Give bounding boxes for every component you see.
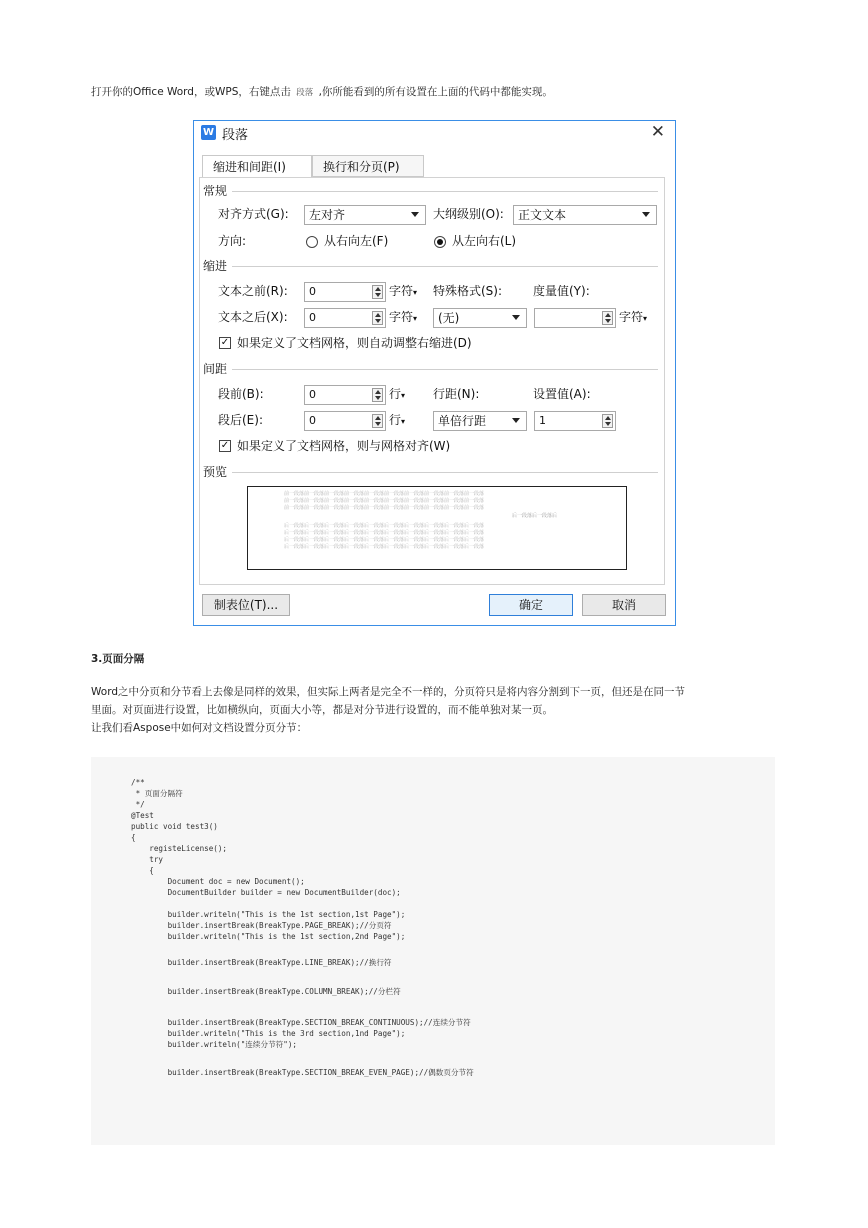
caret-down-icon: ▾ — [401, 417, 406, 426]
spinner-icon[interactable] — [372, 414, 383, 428]
code-line: public void test3() — [131, 822, 218, 831]
intro-text-before: 打开你的Office Word，或WPS，右键点击 — [91, 86, 291, 98]
measure-unit[interactable] — [619, 308, 647, 328]
close-icon[interactable]: ✕ — [650, 122, 665, 142]
direction-label: 方向: — [218, 234, 247, 248]
tabs-button[interactable]: 制表位(T)... — [202, 594, 290, 616]
section-indent-heading: 缩进 — [203, 259, 228, 273]
body-paragraph-line: Word之中分页和分节看上去像是同样的效果，但实际上两者是完全不一样的，分页符只是将内容分割到下一页，但还是在同一节 — [91, 686, 685, 698]
preview-next-line: 后一段落后一段落后一段落后一段落后一段落后一段落后一段落后一段落后一段落后一段落 — [284, 544, 485, 550]
inline-paragraph-label: 段落 — [296, 88, 314, 98]
chevron-down-icon — [512, 315, 520, 320]
spinner-icon[interactable] — [602, 414, 613, 428]
preview-prev-line: 前一段落前一段落前一段落前一段落前一段落前一段落前一段落前一段落前一段落前一段落 — [284, 491, 485, 497]
body-paragraph: 让我们看Aspose中如何对文档设置分页分节： — [91, 722, 308, 734]
section-divider — [232, 266, 658, 267]
indent-before-unit-text: 字符 — [389, 284, 414, 298]
code-line: * 页面分隔符 — [131, 789, 183, 798]
code-line: builder.writeln("This is the 3rd section,1nd Page"); — [131, 1029, 406, 1038]
space-before-label: 段前(B): — [218, 387, 264, 401]
ok-button[interactable]: 确定 — [489, 594, 573, 616]
code-line: builder.insertBreak(BreakType.COLUMN_BREAK);//分栏符 — [131, 987, 401, 996]
align-select[interactable] — [304, 205, 426, 225]
indent-after-label: 文本之后(X): — [218, 310, 288, 324]
caret-down-icon: ▾ — [643, 314, 648, 323]
set-value-input[interactable] — [534, 411, 616, 431]
tab-line-page-breaks[interactable]: 换行和分页(P) — [312, 155, 424, 177]
set-value-label: 设置值(A): — [533, 387, 591, 401]
section-preview-heading: 预览 — [203, 465, 228, 479]
intro-text-after: ,你所能看到的所有设置在上面的代码中都能实现。 — [318, 86, 553, 98]
set-value-value: 1 — [539, 414, 546, 427]
preview-current-line: 后一段落后一段落后 — [512, 513, 558, 519]
caret-down-icon: ▾ — [401, 391, 406, 400]
space-before-unit-text: 行 — [389, 387, 402, 401]
space-after-unit-text: 行 — [389, 413, 402, 427]
ltr-radio[interactable] — [434, 236, 446, 248]
indent-grid-label: 如果定义了文档网格，则自动调整右缩进(D) — [237, 336, 472, 350]
snap-grid-label: 如果定义了文档网格，则与网格对齐(W) — [237, 439, 451, 453]
cancel-button[interactable]: 取消 — [582, 594, 666, 616]
section-spacing-heading: 间距 — [203, 362, 228, 376]
paragraph-preview — [247, 486, 627, 570]
space-after-value: 0 — [309, 414, 316, 427]
code-line: builder.insertBreak(BreakType.LINE_BREAK);//换行符 — [131, 958, 392, 967]
outline-label: 大纲级别(O): — [433, 207, 504, 221]
line-spacing-value: 单倍行距 — [438, 414, 487, 428]
special-format-value: (无) — [438, 311, 460, 325]
tab-indent-spacing[interactable]: 缩进和间距(I) — [202, 155, 312, 178]
spinner-icon[interactable] — [372, 311, 383, 325]
snap-grid-checkbox[interactable]: ✓ — [220, 440, 230, 451]
preview-prev-line: 前一段落前一段落前一段落前一段落前一段落前一段落前一段落前一段落前一段落前一段落 — [284, 498, 485, 504]
code-line: Document doc = new Document(); — [131, 877, 305, 886]
code-line: builder.writeln("This is the 1st section,1st Page"); — [131, 910, 406, 919]
align-select-value: 左对齐 — [309, 208, 346, 222]
line-spacing-label: 行距(N): — [433, 387, 480, 401]
code-line: builder.writeln("连续分节符"); — [131, 1040, 297, 1049]
section-divider — [232, 191, 658, 192]
section-divider — [232, 472, 658, 473]
preview-next-line: 后一段落后一段落后一段落后一段落后一段落后一段落后一段落后一段落后一段落后一段落 — [284, 530, 485, 536]
space-before-input[interactable] — [304, 385, 386, 405]
dialog-title: 段落 — [222, 128, 249, 143]
space-before-unit[interactable] — [389, 385, 405, 405]
measure-input[interactable] — [534, 308, 616, 328]
body-paragraph-line: 里面。对页面进行设置，比如横纵向，页面大小等，都是对分节进行设置的，而不能单独对某一页。 — [91, 704, 553, 716]
special-format-label: 特殊格式(S): — [433, 284, 503, 298]
spinner-icon[interactable] — [372, 285, 383, 299]
space-before-value: 0 — [309, 388, 316, 401]
align-label: 对齐方式(G): — [218, 207, 289, 221]
measure-unit-text: 字符 — [619, 310, 644, 324]
ltr-radio-label: 从左向右(L) — [452, 234, 517, 248]
dialog-titlebar — [194, 121, 675, 145]
code-line: { — [131, 833, 136, 842]
line-spacing-select[interactable] — [433, 411, 527, 431]
indent-before-label: 文本之前(R): — [218, 284, 288, 298]
chevron-down-icon — [512, 418, 520, 423]
code-line: @Test — [131, 811, 154, 820]
indent-after-input[interactable] — [304, 308, 386, 328]
section-divider — [232, 369, 658, 370]
space-after-label: 段后(E): — [218, 413, 263, 427]
section-heading: 3.页面分隔 — [91, 653, 145, 665]
space-after-unit[interactable] — [389, 411, 405, 431]
indent-after-unit-text: 字符 — [389, 310, 414, 324]
code-line: */ — [131, 800, 145, 809]
indent-after-value: 0 — [309, 311, 316, 324]
code-line: registeLicense(); — [131, 844, 228, 853]
caret-down-icon: ▾ — [413, 314, 418, 323]
tab-panel — [199, 177, 665, 585]
code-line: /** — [131, 778, 145, 787]
indent-grid-checkbox[interactable]: ✓ — [220, 337, 230, 348]
spinner-icon[interactable] — [602, 311, 613, 325]
outline-select-value: 正文文本 — [518, 208, 567, 222]
caret-down-icon: ▾ — [413, 288, 418, 297]
space-after-input[interactable] — [304, 411, 386, 431]
special-format-select[interactable] — [433, 308, 527, 328]
code-line: DocumentBuilder builder = new DocumentBuilder(doc); — [131, 888, 401, 897]
indent-before-unit[interactable] — [389, 282, 417, 302]
measure-label: 度量值(Y): — [533, 284, 590, 298]
paragraph-dialog — [193, 120, 676, 626]
code-block — [91, 757, 775, 1145]
code-line: { — [131, 866, 154, 875]
chevron-down-icon — [642, 212, 650, 217]
code-line: try — [131, 855, 164, 864]
rtl-radio-label: 从右向左(F) — [324, 234, 389, 248]
preview-next-line: 后一段落后一段落后一段落后一段落后一段落后一段落后一段落后一段落后一段落后一段落 — [284, 537, 485, 543]
intro-paragraph — [91, 84, 553, 101]
chevron-down-icon — [411, 212, 419, 217]
outline-select[interactable] — [513, 205, 657, 225]
code-line: builder.writeln("This is the 1st section,2nd Page"); — [131, 932, 406, 941]
section-general-heading: 常规 — [203, 184, 228, 198]
code-line: builder.insertBreak(BreakType.SECTION_BREAK_EVEN_PAGE);//偶数页分节符 — [131, 1068, 474, 1077]
indent-before-input[interactable] — [304, 282, 386, 302]
preview-prev-line: 前一段落前一段落前一段落前一段落前一段落前一段落前一段落前一段落前一段落前一段落 — [284, 505, 485, 511]
code-line: builder.insertBreak(BreakType.PAGE_BREAK);//分页符 — [131, 921, 392, 930]
indent-after-unit[interactable] — [389, 308, 417, 328]
code-line: builder.insertBreak(BreakType.SECTION_BREAK_CONTINUOUS);//连续分节符 — [131, 1018, 471, 1027]
rtl-radio[interactable] — [306, 236, 318, 248]
spinner-icon[interactable] — [372, 388, 383, 402]
preview-next-line: 后一段落后一段落后一段落后一段落后一段落后一段落后一段落后一段落后一段落后一段落 — [284, 523, 485, 529]
wps-app-icon: W — [202, 127, 215, 138]
indent-before-value: 0 — [309, 285, 316, 298]
